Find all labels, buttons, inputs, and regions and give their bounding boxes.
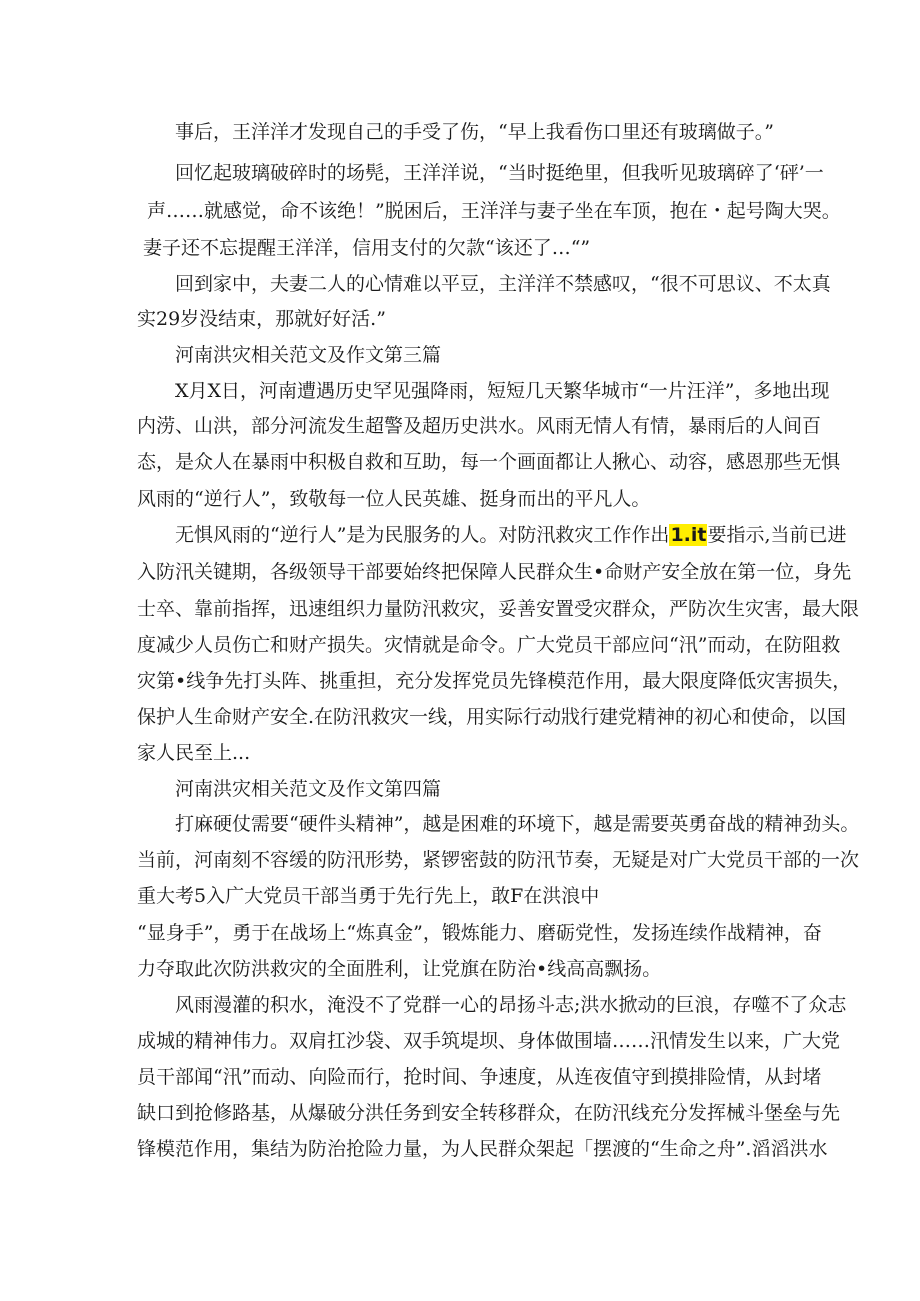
paragraph-line: 风雨的“逆行人”，致敬每一位人民英雄、挺身而出的平凡人。 xyxy=(137,488,651,510)
paragraph-line: 锋模范作用，集结为防治抢险力量，为人民群众架起「摆渡的“生命之舟”.滔滔洪水 xyxy=(137,1138,828,1160)
paragraph-line: X月X日，河南遭遇历史罕见强降雨，短短几天繁华城市“一片汪洋”，多地出现 xyxy=(175,380,830,402)
paragraph-line: 回忆起玻璃破碎时的场髡，王洋洋说，“当时挺绝里，但我听见玻璃碎了‘砰’一 xyxy=(175,162,824,184)
paragraph-line: 事后，王洋洋才发现自己的手受了伤，“早上我看伤口里还有玻璃做子。” xyxy=(175,121,774,143)
paragraph-line: 重大考5入广大党员干部当勇于先行先上，敢F在洪浪中 xyxy=(137,885,600,907)
section-heading: 河南洪灾相关范文及作文第三篇 xyxy=(175,344,442,366)
paragraph-line: 入防汛关键期，各级领导干部要始终把保障人民群众生•命财产安全放在第一位，身先 xyxy=(137,561,852,583)
text-segment: 无惧风雨的“逆行人”是为民服务的人。对防汛救灾工作作出 xyxy=(175,524,670,546)
paragraph-line: 成城的精神伟力。双肩扛沙袋、双手筑堤坝、身体做围墙……汛情发生以来，广大党 xyxy=(137,1030,841,1052)
paragraph-line xyxy=(175,523,847,547)
paragraph-line: 实29岁没结束，那就好好活.” xyxy=(137,308,386,330)
section-heading: 河南洪灾相关范文及作文第四篇 xyxy=(175,778,442,800)
paragraph-line: 态，是众人在暴雨中积极自救和互助，每一个画面都让人揪心、动容，感恩那些无惧 xyxy=(137,451,841,473)
paragraph-line: 声……就感觉，命不该绝！”脱困后，王洋洋与妻子坐在车顶，抱在・起号陶大哭。 xyxy=(147,200,841,222)
paragraph-line: “显身手”，勇于在战场上“炼真金”，锻炼能力、磨砺党性，发扬连续作战精神，奋 xyxy=(137,922,822,944)
highlighted-text: 1.it xyxy=(670,524,707,546)
paragraph-line: 风雨漫灌的积水，淹没不了党群一心的昂扬斗志;洪水掀动的巨浪，存噬不了众志 xyxy=(175,994,847,1016)
paragraph-line: 家人民至上... xyxy=(137,742,251,764)
paragraph-line: 妻子还不忘提醒王洋洋，信用支付的欠款“该还了…“” xyxy=(143,237,591,259)
paragraph-line: 士卒、靠前指挥，迅速组织力量防汛救灾，妥善安置受灾群众，严防次生灾害，最大限 xyxy=(137,598,860,620)
paragraph-line: 灾第•线争先打头阵、挑重担，充分发挥党员先锋模范作用，最大限度降低灾害损失， xyxy=(137,670,852,692)
text-segment: 要指示,当前已进 xyxy=(707,524,847,546)
paragraph-line: 员干部闻“汛”而动、向险而行，抢时间、争速度，从连夜值守到摸排险情，从封堵 xyxy=(137,1066,822,1088)
paragraph-line: 缺口到抢修路基，从爆破分洪任务到安全转移群众，在防汛线充分发挥械斗堡垒与先 xyxy=(137,1102,841,1124)
paragraph-line: 度减少人员伤亡和财产损失。灾情就是命令。广大党员干部应问“汛”而动，在防阻救 xyxy=(137,634,841,656)
paragraph-line: 力夺取此次防洪救灾的全面胜利，让党旗在防治•线高高飘扬。 xyxy=(137,958,662,980)
paragraph-line: 打麻硬仗需要“硬件头精神”，越是困难的环境下，越是需要英勇奋战的精神劲头。 xyxy=(175,813,860,835)
paragraph-line: 保护人生命财产安全.在防汛救灾一线，用实际行动戕行建党精神的初心和使命，以国 xyxy=(137,706,847,728)
paragraph-line: 回到家中，夫妻二人的心情难以平豆，主洋洋不禁感叹，“很不可思议、不太真 xyxy=(175,273,831,295)
paragraph-line: 内涝、山洪，部分河流发生超警及超历史洪水。风雨无情人有情，暴雨后的人间百 xyxy=(137,415,822,437)
paragraph-line: 当前，河南刻不容缓的防汛形势，紧锣密鼓的防汛节奏，无疑是对广大党员干部的一次 xyxy=(137,849,860,871)
